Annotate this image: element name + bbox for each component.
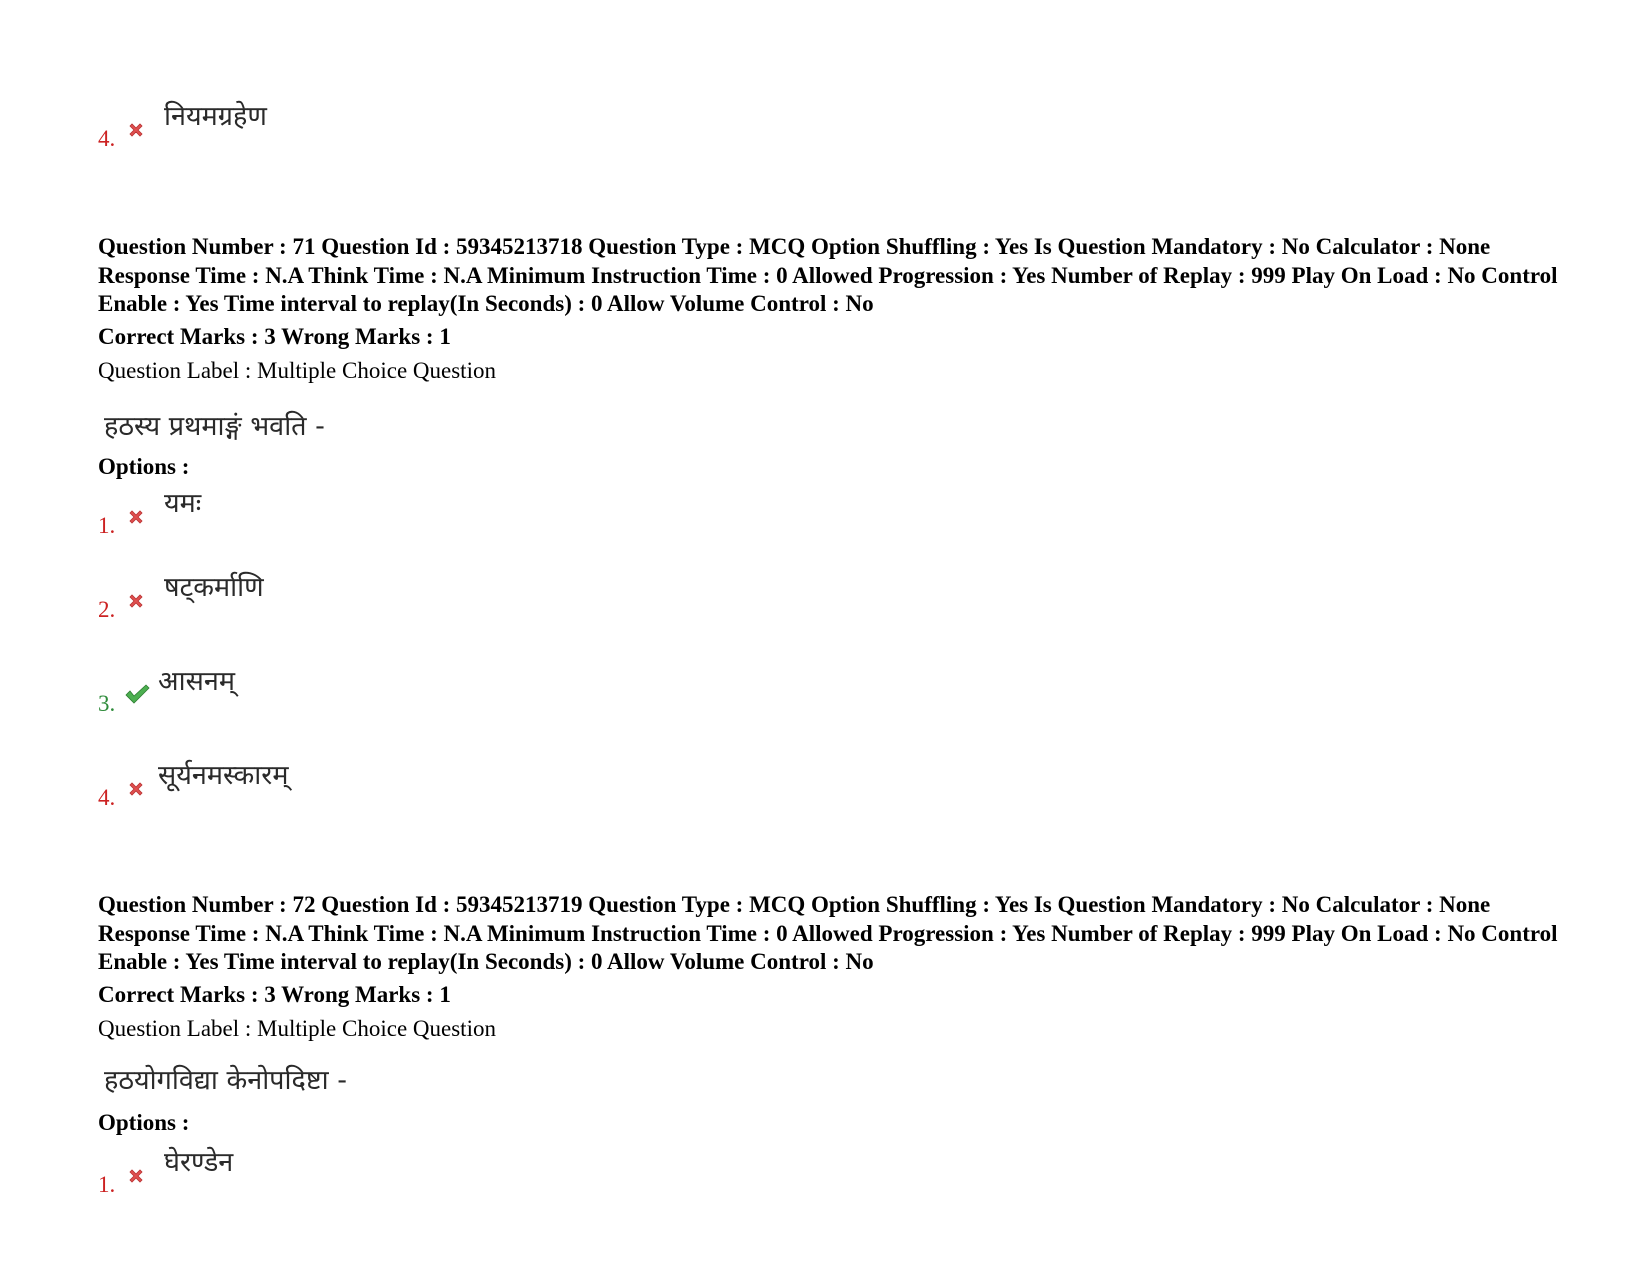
question-text: हठयोगविद्या केनोपदिष्टा - (104, 1065, 347, 1096)
question-text: हठस्य प्रथमाङ्गं भवति - (104, 411, 325, 442)
cross-icon (126, 120, 146, 140)
options-heading: Options : (98, 1110, 190, 1135)
option-text: यमः (164, 488, 202, 519)
question-meta: Question Number : 72 Question Id : 59345213719 Question Type : MCQ Option Shuffling : Yes Is Question Mandatory : No Calculator : None Response Time : N.A Think Time : N.A Minimum Instruction Time : 0 Allowed Progression : Yes Number of Replay : 999 Play On Load : No Control Enable : Yes Time interval to replay(In Seconds) : 0 Allow Volume Control : No (98, 892, 1558, 974)
question-label: Question Label : Multiple Choice Question (98, 1016, 496, 1041)
cross-icon (126, 591, 146, 611)
option-text: घेरण्डेन (164, 1147, 234, 1178)
option-number: 3. (98, 691, 116, 716)
option-text: नियमग्रहेण (164, 101, 267, 132)
cross-icon (126, 1166, 146, 1186)
option-text: सूर्यनमस्कारम् (158, 760, 289, 791)
question-label: Question Label : Multiple Choice Question (98, 358, 496, 383)
question-marks: Correct Marks : 3 Wrong Marks : 1 (98, 982, 451, 1007)
option-text: आसनम् (158, 666, 235, 697)
option-number: 2. (98, 597, 116, 622)
cross-icon (126, 779, 146, 799)
option-text: षट्कर्माणि (164, 572, 264, 603)
question-meta: Question Number : 71 Question Id : 59345213718 Question Type : MCQ Option Shuffling : Yes Is Question Mandatory : No Calculator : None Response Time : N.A Think Time : N.A Minimum Instruction Time : 0 Allowed Progression : Yes Number of Replay : 999 Play On Load : No Control Enable : Yes Time interval to replay(In Seconds) : 0 Allow Volume Control : No (98, 234, 1558, 316)
option-number: 4. (98, 785, 116, 810)
check-icon (124, 683, 150, 705)
option-number: 4. (98, 126, 116, 151)
cross-icon (126, 507, 146, 527)
options-heading: Options : (98, 454, 190, 479)
question-marks: Correct Marks : 3 Wrong Marks : 1 (98, 324, 451, 349)
option-number: 1. (98, 513, 116, 538)
option-number: 1. (98, 1172, 116, 1197)
